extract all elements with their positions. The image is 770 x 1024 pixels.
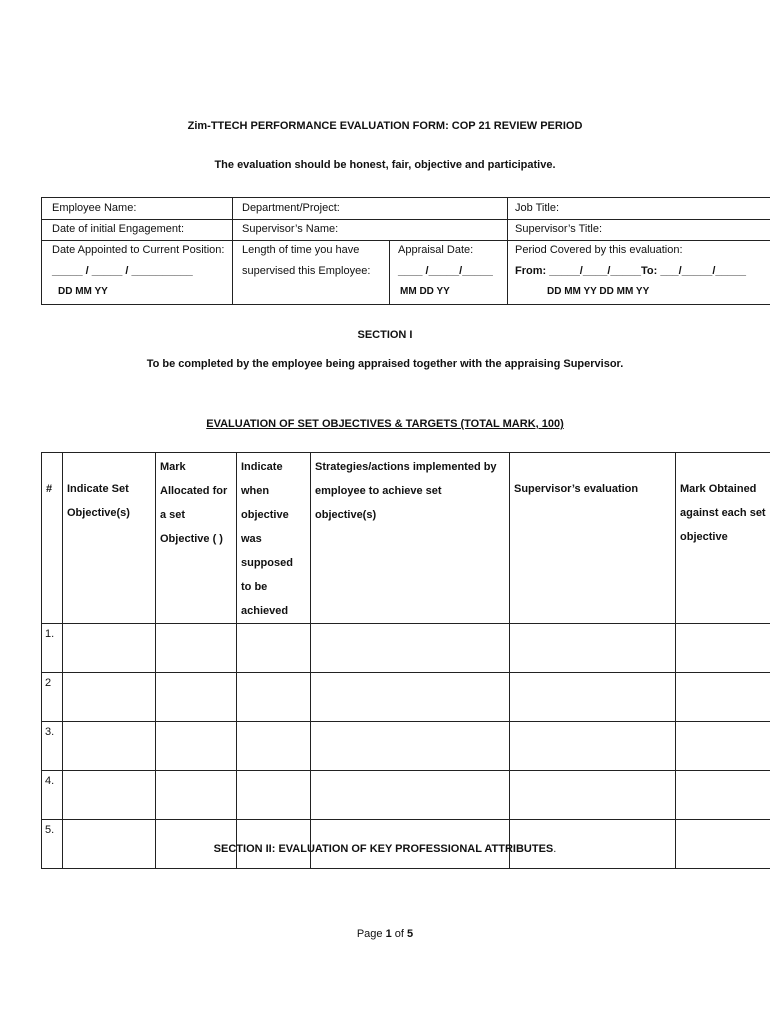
appraisal-date-label: Appraisal Date: [398, 244, 474, 256]
objectives-table-title: EVALUATION OF SET OBJECTIVES & TARGETS (TOTAL MARK, 100) [206, 418, 564, 430]
col-supervisor-eval-header: Supervisor’s evaluation [510, 453, 676, 624]
col-mark-obtained-header: Mark Obtained against each set objective [676, 453, 770, 624]
when-achieved-cell[interactable] [237, 722, 311, 771]
date-appointed-format: DD MM YY [58, 286, 108, 297]
mark-allocated-cell[interactable] [156, 624, 237, 673]
page-prefix: Page [356, 928, 386, 940]
supervisor-eval-cell[interactable] [510, 771, 676, 820]
employee-name-label: Employee Name: [52, 202, 137, 214]
date-initial-label: Date of initial Engagement: [52, 223, 185, 235]
table-row [42, 722, 770, 771]
objectives-header-row [42, 453, 770, 624]
period-covered-format: DD MM YY DD MM YY [547, 286, 650, 297]
objective-cell[interactable] [63, 624, 156, 673]
strategies-cell[interactable] [311, 722, 510, 771]
when-achieved-cell[interactable] [237, 624, 311, 673]
col-strategies-header: Strategies/actions implemented by employee to achieve set objective(s) [311, 453, 510, 624]
col-objective-header: Indicate Set Objective(s) [63, 453, 156, 624]
employee-info-table [41, 197, 770, 305]
col-mark-allocated-header: Mark Allocated for a set Objective ( ) [156, 453, 237, 624]
objective-cell[interactable] [63, 673, 156, 722]
mark-obtained-cell[interactable] [676, 722, 770, 771]
form-title: Zim-TTECH PERFORMANCE EVALUATION FORM: COP 21 REVIEW PERIOD [187, 120, 583, 132]
mark-allocated-cell[interactable] [156, 673, 237, 722]
supervisor-title-label: Supervisor’s Title: [515, 223, 603, 235]
length-time-label-2: supervised this Employee: [242, 265, 371, 277]
supervisor-eval-cell[interactable] [510, 722, 676, 771]
period-covered-field[interactable]: From: _____/____/_____To: ___/_____/_____ [515, 265, 746, 277]
page-footer [0, 928, 770, 940]
mark-allocated-cell[interactable] [156, 722, 237, 771]
mark-obtained-cell[interactable] [676, 673, 770, 722]
supervisor-eval-cell[interactable] [510, 673, 676, 722]
col-number-header: # [42, 453, 63, 624]
when-achieved-cell[interactable] [237, 771, 311, 820]
section-1-title: SECTION I [357, 329, 413, 341]
strategies-cell[interactable] [311, 673, 510, 722]
supervisor-eval-cell[interactable] [510, 624, 676, 673]
col-when-achieved-header: Indicate when objective was supposed to be achieved [237, 453, 311, 624]
page-of: of [391, 928, 408, 940]
page-total: 5 [407, 928, 414, 940]
table-row [42, 771, 770, 820]
when-achieved-cell[interactable] [237, 673, 311, 722]
objectives-table [41, 452, 770, 869]
page-number: 1 [385, 928, 392, 940]
row-number: 2 [42, 673, 63, 722]
form-subtitle: The evaluation should be honest, fair, objective and participative. [214, 159, 556, 171]
objective-cell[interactable] [63, 722, 156, 771]
objective-cell[interactable] [63, 771, 156, 820]
mark-obtained-cell[interactable] [676, 771, 770, 820]
length-time-label-1: Length of time you have [242, 244, 360, 256]
section-1-subtitle: To be completed by the employee being appraised together with the appraising Supervisor. [146, 358, 624, 370]
period-covered-label: Period Covered by this evaluation: [515, 244, 683, 256]
table-row [42, 673, 770, 722]
mark-allocated-cell[interactable] [156, 771, 237, 820]
date-appointed-label: Date Appointed to Current Position: [52, 244, 225, 256]
supervisor-name-label: Supervisor’s Name: [242, 223, 339, 235]
row-number: 5. [42, 820, 63, 869]
row-number: 3. [42, 722, 63, 771]
date-appointed-field[interactable]: _____ / _____ / __________ [52, 265, 193, 277]
section-2-title: SECTION II: EVALUATION OF KEY PROFESSIONAL ATTRIBUTES [213, 843, 554, 855]
row-number: 4. [42, 771, 63, 820]
department-label: Department/Project: [242, 202, 340, 214]
mark-obtained-cell[interactable] [676, 624, 770, 673]
section-2-trailing: . [553, 843, 557, 855]
appraisal-date-field[interactable]: ____ /_____/_____ [398, 265, 493, 277]
table-row [42, 624, 770, 673]
job-title-label: Job Title: [515, 202, 560, 214]
section-2-title-line [0, 843, 770, 855]
row-number: 1. [42, 624, 63, 673]
appraisal-date-format: MM DD YY [400, 286, 450, 297]
strategies-cell[interactable] [311, 624, 510, 673]
strategies-cell[interactable] [311, 771, 510, 820]
